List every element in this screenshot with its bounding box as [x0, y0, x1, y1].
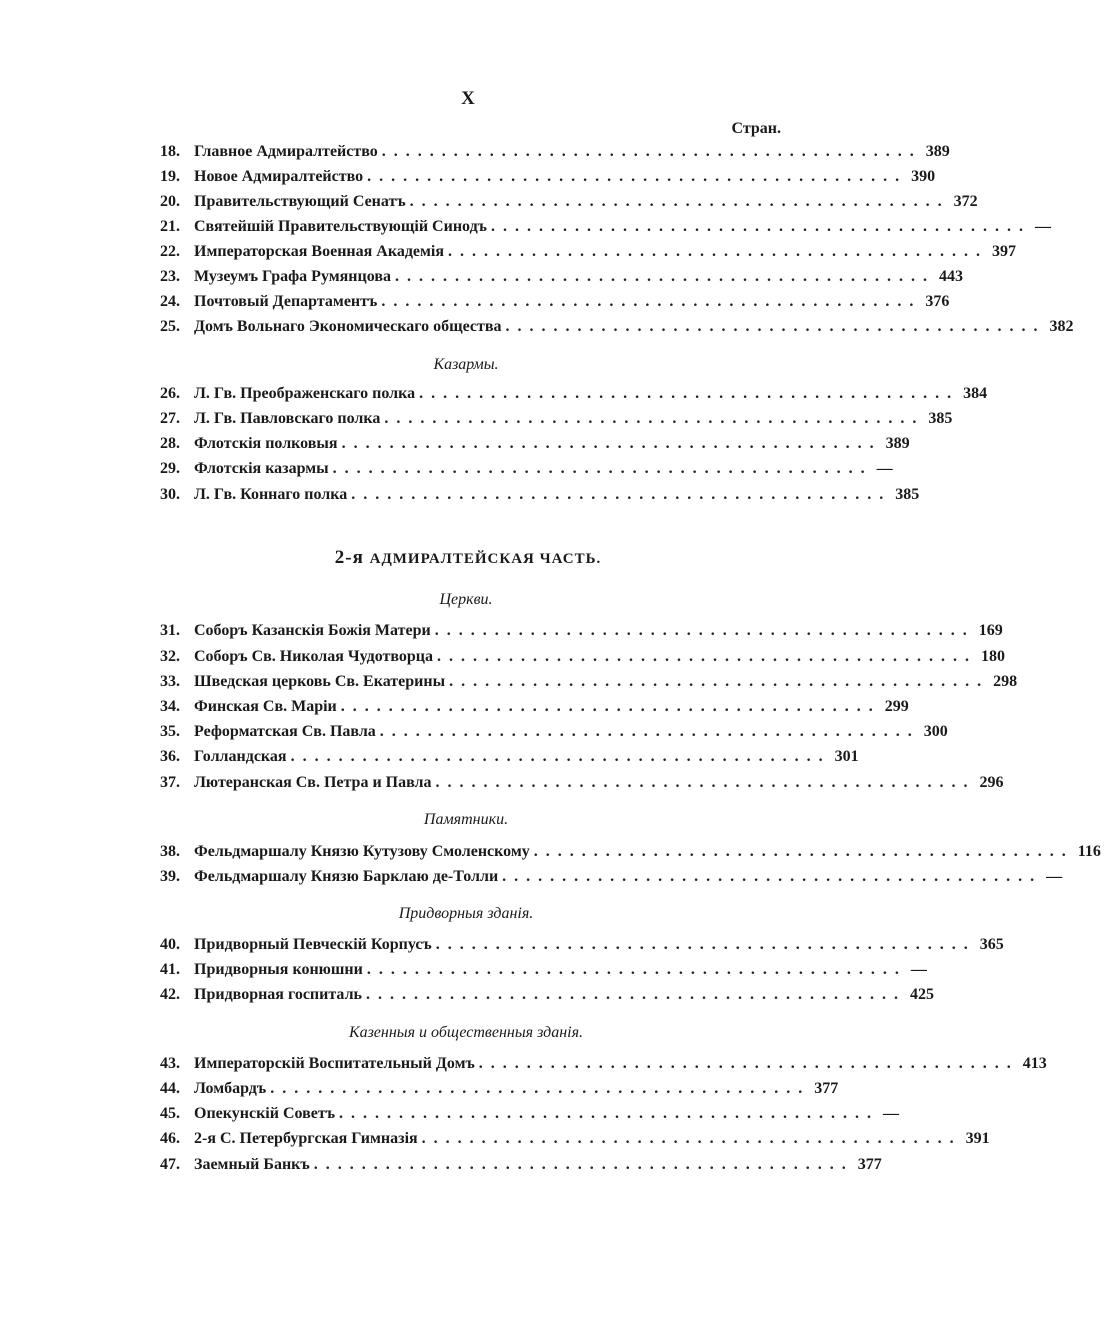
entry-number: 44.	[160, 1080, 180, 1097]
leader-dots: .............................................	[435, 774, 976, 791]
leader-dots: .............................................	[270, 1080, 811, 1097]
leader-dots: .............................................	[339, 1105, 880, 1122]
entry-page: —	[876, 460, 893, 477]
entry-number: 40.	[160, 936, 180, 953]
entry-page: 300	[923, 723, 948, 740]
leader-dots: .............................................	[449, 673, 990, 690]
leader-dots: .............................................	[340, 698, 881, 715]
subsection-heading-barracks: Казармы.	[433, 356, 499, 373]
toc-entry	[160, 218, 1051, 240]
entry-title: Придворная госпиталь	[194, 986, 362, 1003]
entry-title: Флотскія полковыя	[194, 435, 338, 452]
leader-dots: .............................................	[491, 218, 1031, 235]
entry-title: Опекунскій Советъ	[194, 1105, 336, 1122]
leader-dots: .............................................	[381, 293, 922, 310]
toc-entry	[160, 410, 953, 432]
entry-number: 35.	[160, 723, 180, 740]
entry-number: 28.	[160, 435, 180, 452]
leader-dots: .............................................	[478, 1055, 1019, 1072]
leader-dots: .............................................	[366, 986, 906, 1003]
entry-title: Л. Гв. Павловскаго полка	[194, 410, 381, 427]
page-column-header: Стран.	[731, 120, 781, 137]
leader-dots: .............................................	[332, 460, 873, 477]
entry-title: 2-я С. Петербургская Гимназія	[194, 1130, 418, 1147]
section-name: АДМИРАЛТЕЙСКАЯ ЧАСТЬ.	[369, 551, 602, 567]
leader-dots: .............................................	[505, 318, 1046, 335]
entry-number: 39.	[160, 868, 180, 885]
entry-title: Императорскій Воспитательный Домъ	[194, 1055, 475, 1072]
toc-entry	[160, 1105, 900, 1127]
entry-number: 26.	[160, 385, 180, 402]
entry-title: Соборъ Св. Николая Чудотворца	[194, 648, 433, 665]
toc-entry	[160, 748, 859, 770]
entry-number: 30.	[160, 486, 180, 503]
leader-dots: .............................................	[502, 868, 1043, 885]
toc-entry	[160, 843, 1101, 865]
entry-number: 42.	[160, 986, 180, 1003]
entry-page: —	[883, 1105, 900, 1122]
leader-dots: .............................................	[409, 193, 950, 210]
toc-entry	[160, 1080, 839, 1102]
entry-number: 46.	[160, 1130, 180, 1147]
entry-number: 24.	[160, 293, 180, 310]
entry-number: 43.	[160, 1055, 180, 1072]
entry-title: Домъ Вольнаго Экономическаго общества	[194, 318, 502, 335]
toc-entry	[160, 486, 920, 508]
entry-page: 425	[910, 986, 934, 1003]
entry-page: 384	[963, 385, 988, 402]
toc-entry	[160, 243, 1017, 265]
entry-page: 385	[928, 410, 953, 427]
section-prefix: 2-я	[334, 547, 364, 568]
entry-number: 31.	[160, 622, 180, 639]
entry-title: Святейшій Правительствующій Синодъ	[194, 218, 487, 235]
entry-number: 37.	[160, 774, 180, 791]
entry-number: 25.	[160, 318, 180, 335]
entry-title: Музеумъ Графа Румянцова	[194, 268, 391, 285]
leader-dots: .............................................	[367, 168, 908, 185]
entry-title: Заемный Банкъ	[194, 1156, 310, 1173]
entry-number: 23.	[160, 268, 180, 285]
entry-number: 45.	[160, 1105, 180, 1122]
entry-title: Л. Гв. Преображенскаго полка	[194, 385, 416, 402]
subsection-heading-court-buildings: Придворныя зданія.	[398, 905, 534, 922]
entry-number: 41.	[160, 961, 180, 978]
leader-dots: .............................................	[419, 385, 960, 402]
toc-entry	[160, 648, 1005, 670]
entry-title: Лютеранская Св. Петра и Павла	[194, 774, 432, 791]
toc-entry	[160, 1156, 882, 1178]
leader-dots: .............................................	[381, 143, 922, 160]
toc-entry	[160, 622, 1003, 644]
entry-page: 365	[979, 936, 1004, 953]
leader-dots: .............................................	[379, 723, 920, 740]
entry-page: 372	[953, 193, 978, 210]
entry-page: 389	[885, 435, 910, 452]
entry-title: Фельдмаршалу Князю Кутузову Смоленскому	[194, 843, 530, 860]
entry-number: 29.	[160, 460, 180, 477]
toc-entry	[160, 318, 1074, 340]
entry-page: 299	[884, 698, 909, 715]
entry-title: Реформатская Св. Павла	[194, 723, 376, 740]
entry-number: 20.	[160, 193, 180, 210]
entry-page: 296	[979, 774, 1004, 791]
toc-entry	[160, 268, 963, 290]
section-title	[0, 547, 936, 569]
leader-dots: .............................................	[436, 648, 977, 665]
toc-entry	[160, 961, 927, 983]
entry-page: 382	[1049, 318, 1074, 335]
leader-dots: .............................................	[394, 268, 935, 285]
toc-entry	[160, 143, 950, 165]
toc-entry	[160, 385, 988, 407]
toc-entry	[160, 698, 909, 720]
entry-title: Придворныя конюшни	[194, 961, 363, 978]
entry-number: 32.	[160, 648, 180, 665]
leader-dots: .............................................	[533, 843, 1074, 860]
subsection-heading-monuments: Памятники.	[423, 811, 509, 828]
entry-page: 301	[834, 748, 859, 765]
entry-number: 21.	[160, 218, 180, 235]
entry-title: Соборъ Казанскія Божія Матери	[194, 622, 431, 639]
entry-title: Финская Св. Маріи	[194, 698, 337, 715]
entry-title: Шведская церковь Св. Екатерины	[194, 673, 446, 690]
subsection-heading-churches: Церкви.	[439, 591, 493, 608]
entry-page: 413	[1022, 1055, 1047, 1072]
entry-number: 22.	[160, 243, 180, 260]
leader-dots: .............................................	[290, 748, 831, 765]
entry-title: Почтовый Департаментъ	[194, 293, 378, 310]
toc-entry	[160, 868, 1063, 890]
leader-dots: .............................................	[351, 486, 892, 503]
entry-title: Л. Гв. Коннаго полка	[194, 486, 348, 503]
entry-number: 18.	[160, 143, 180, 160]
entry-page: 116	[1077, 843, 1101, 860]
entry-number: 27.	[160, 410, 180, 427]
entry-page: —	[910, 961, 927, 978]
entry-number: 19.	[160, 168, 180, 185]
toc-entry	[160, 460, 893, 482]
entry-page: 180	[980, 648, 1005, 665]
toc-entry	[160, 435, 910, 457]
page-number: X	[461, 88, 475, 109]
toc-entry	[160, 723, 948, 745]
entry-title: Ломбардъ	[194, 1080, 267, 1097]
toc-entry	[160, 193, 978, 215]
leader-dots: .............................................	[421, 1130, 962, 1147]
toc-entry	[160, 1055, 1047, 1077]
entry-title: Новое Адмиралтейство	[194, 168, 364, 185]
entry-page: 389	[925, 143, 950, 160]
subsection-heading-public-buildings: Казенныя и общественныя зданія.	[348, 1024, 584, 1041]
leader-dots: .............................................	[435, 936, 976, 953]
toc-entry	[160, 986, 934, 1008]
entry-page: 390	[911, 168, 936, 185]
entry-number: 47.	[160, 1156, 180, 1173]
entry-number: 33.	[160, 673, 180, 690]
entry-title: Главное Адмиралтейство	[194, 143, 378, 160]
entry-page: 391	[965, 1130, 990, 1147]
entry-title: Голландская	[194, 748, 287, 765]
toc-entry	[160, 293, 950, 315]
toc-entry	[160, 936, 1004, 958]
entry-title: Фельдмаршалу Князю Барклаю де-Толли	[194, 868, 499, 885]
entry-number: 36.	[160, 748, 180, 765]
entry-page: —	[1046, 868, 1063, 885]
entry-page: 298	[993, 673, 1018, 690]
leader-dots: .............................................	[313, 1156, 854, 1173]
toc-entry	[160, 673, 1018, 695]
leader-dots: .............................................	[366, 961, 907, 978]
toc-entry	[160, 774, 1004, 796]
entry-page: 376	[925, 293, 950, 310]
entry-number: 38.	[160, 843, 180, 860]
leader-dots: .............................................	[341, 435, 882, 452]
entry-title: Императорская Военная Академія	[194, 243, 445, 260]
entry-page: —	[1035, 218, 1051, 235]
entry-page: 169	[978, 622, 1003, 639]
entry-page: 385	[895, 486, 920, 503]
toc-entry	[160, 1130, 990, 1152]
entry-title: Правительствующий Сенатъ	[194, 193, 406, 210]
leader-dots: .............................................	[448, 243, 989, 260]
entry-title: Придворный Певческій Корпусъ	[194, 936, 432, 953]
toc-entry	[160, 168, 936, 190]
leader-dots: .............................................	[384, 410, 925, 427]
entry-page: 443	[938, 268, 963, 285]
entry-page: 397	[992, 243, 1017, 260]
entry-title: Флотскія казармы	[194, 460, 329, 477]
entry-page: 377	[814, 1080, 839, 1097]
leader-dots: .............................................	[434, 622, 975, 639]
entry-page: 377	[857, 1156, 882, 1173]
entry-number: 34.	[160, 698, 180, 715]
